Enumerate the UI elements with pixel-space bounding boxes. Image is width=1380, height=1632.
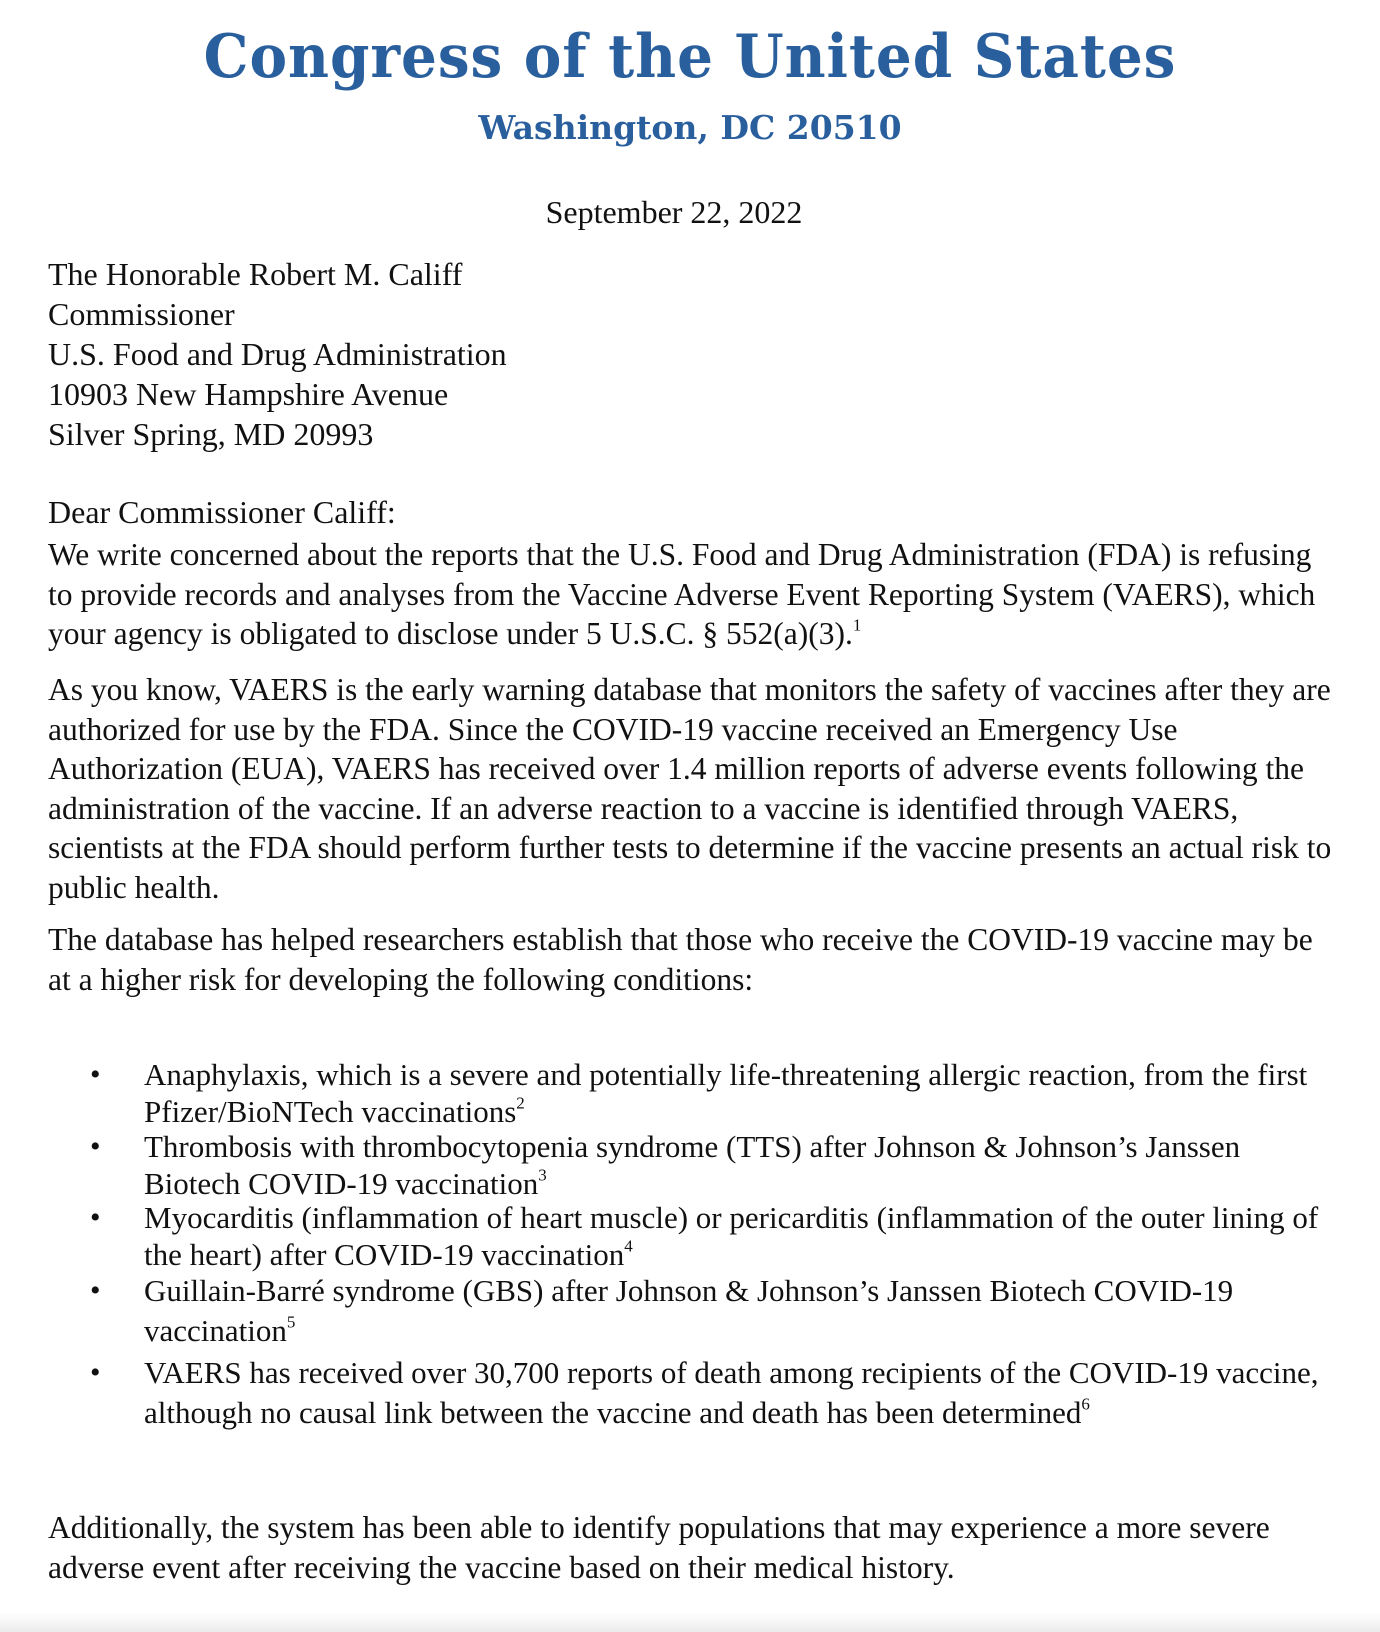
- recipient-line: The Honorable Robert M. Califf: [48, 256, 463, 292]
- list-item-text: VAERS has received over 30,700 reports of death among recipients of the COVID-19 vaccine, although no causal link between the vaccine and death has been determined: [144, 1355, 1319, 1430]
- bullet-icon: •: [90, 1130, 101, 1163]
- recipient-line: Silver Spring, MD 20993: [48, 416, 374, 452]
- paragraph-2: As you know, VAERS is the early warning database that monitors the safety of vaccines after they are authorized for use by the FDA. Since the COVID-19 vaccine received an Emergency Use Authorization (EUA), VAERS has received over 1.4 million reports of adverse events following the administration of the vaccine. If an adverse reaction to a vaccine is identified through VAERS, scientists at the FDA should perform further tests to determine if the vaccine presents an actual risk to public health.: [48, 672, 1332, 905]
- page-edge-shadow: [0, 1612, 1380, 1632]
- paragraph-text: We write concerned about the reports that the U.S. Food and Drug Administration (FDA) is refusing to provide records and analyses from the Vaccine Adverse Event Reporting System (VAERS), which your agency is obligated to disclose under 5 U.S.C. § 552(a)(3).: [48, 537, 1316, 651]
- footnote-marker: 3: [538, 1165, 547, 1185]
- bullet-icon: •: [90, 1201, 101, 1234]
- footnote-marker: 1: [852, 615, 862, 635]
- recipient-line: Commissioner: [48, 296, 235, 332]
- list-item: [90, 1353, 1340, 1433]
- letter-date: September 22, 2022: [545, 194, 803, 230]
- footnote-marker: 4: [624, 1236, 633, 1256]
- recipient-line: 10903 New Hampshire Avenue: [48, 376, 449, 412]
- list-item: [90, 1056, 1340, 1128]
- bullet-icon: •: [90, 1274, 101, 1307]
- bullet-icon: •: [90, 1356, 101, 1389]
- bullet-icon: •: [90, 1058, 101, 1091]
- salutation: Dear Commissioner Califf:: [48, 494, 396, 530]
- recipient-line: U.S. Food and Drug Administration: [48, 336, 507, 372]
- list-item-text: Thrombosis with thrombocytopenia syndrome (TTS) after Johnson & Johnson’s Janssen Biotech COVID-19 vaccination: [144, 1129, 1241, 1201]
- list-item-text: Myocarditis (inflammation of heart muscle) or pericarditis (inflammation of the outer lining of the heart) after COVID-19 vaccination: [144, 1200, 1319, 1272]
- list-item-text: Anaphylaxis, which is a severe and potentially life-threatening allergic reaction, from the first Pfizer/BioNTech vaccinations: [144, 1057, 1308, 1129]
- footnote-marker: 5: [286, 1312, 296, 1332]
- list-item: [90, 1271, 1340, 1353]
- recipient-address: [48, 254, 507, 454]
- paragraph-4: Additionally, the system has been able to identify populations that may experience a more severe adverse event after receiving the vaccine based on their medical history.: [48, 1510, 1270, 1585]
- list-item: [90, 1199, 1340, 1271]
- letterhead-subtitle: Washington, DC 20510: [478, 108, 902, 147]
- conditions-list: [90, 1056, 1340, 1433]
- list-item-text: Guillain-Barré syndrome (GBS) after Johnson & Johnson’s Janssen Biotech COVID-19 vaccination: [144, 1273, 1234, 1348]
- footnote-marker: 2: [516, 1093, 525, 1113]
- paragraph-1: [48, 535, 1338, 654]
- letterhead-title: Congress of the United States: [203, 22, 1177, 92]
- list-item: [90, 1128, 1340, 1199]
- footnote-marker: 6: [1081, 1394, 1090, 1414]
- paragraph-3: The database has helped researchers establish that those who receive the COVID-19 vaccine may be at a higher risk for developing the following conditions:: [48, 922, 1313, 997]
